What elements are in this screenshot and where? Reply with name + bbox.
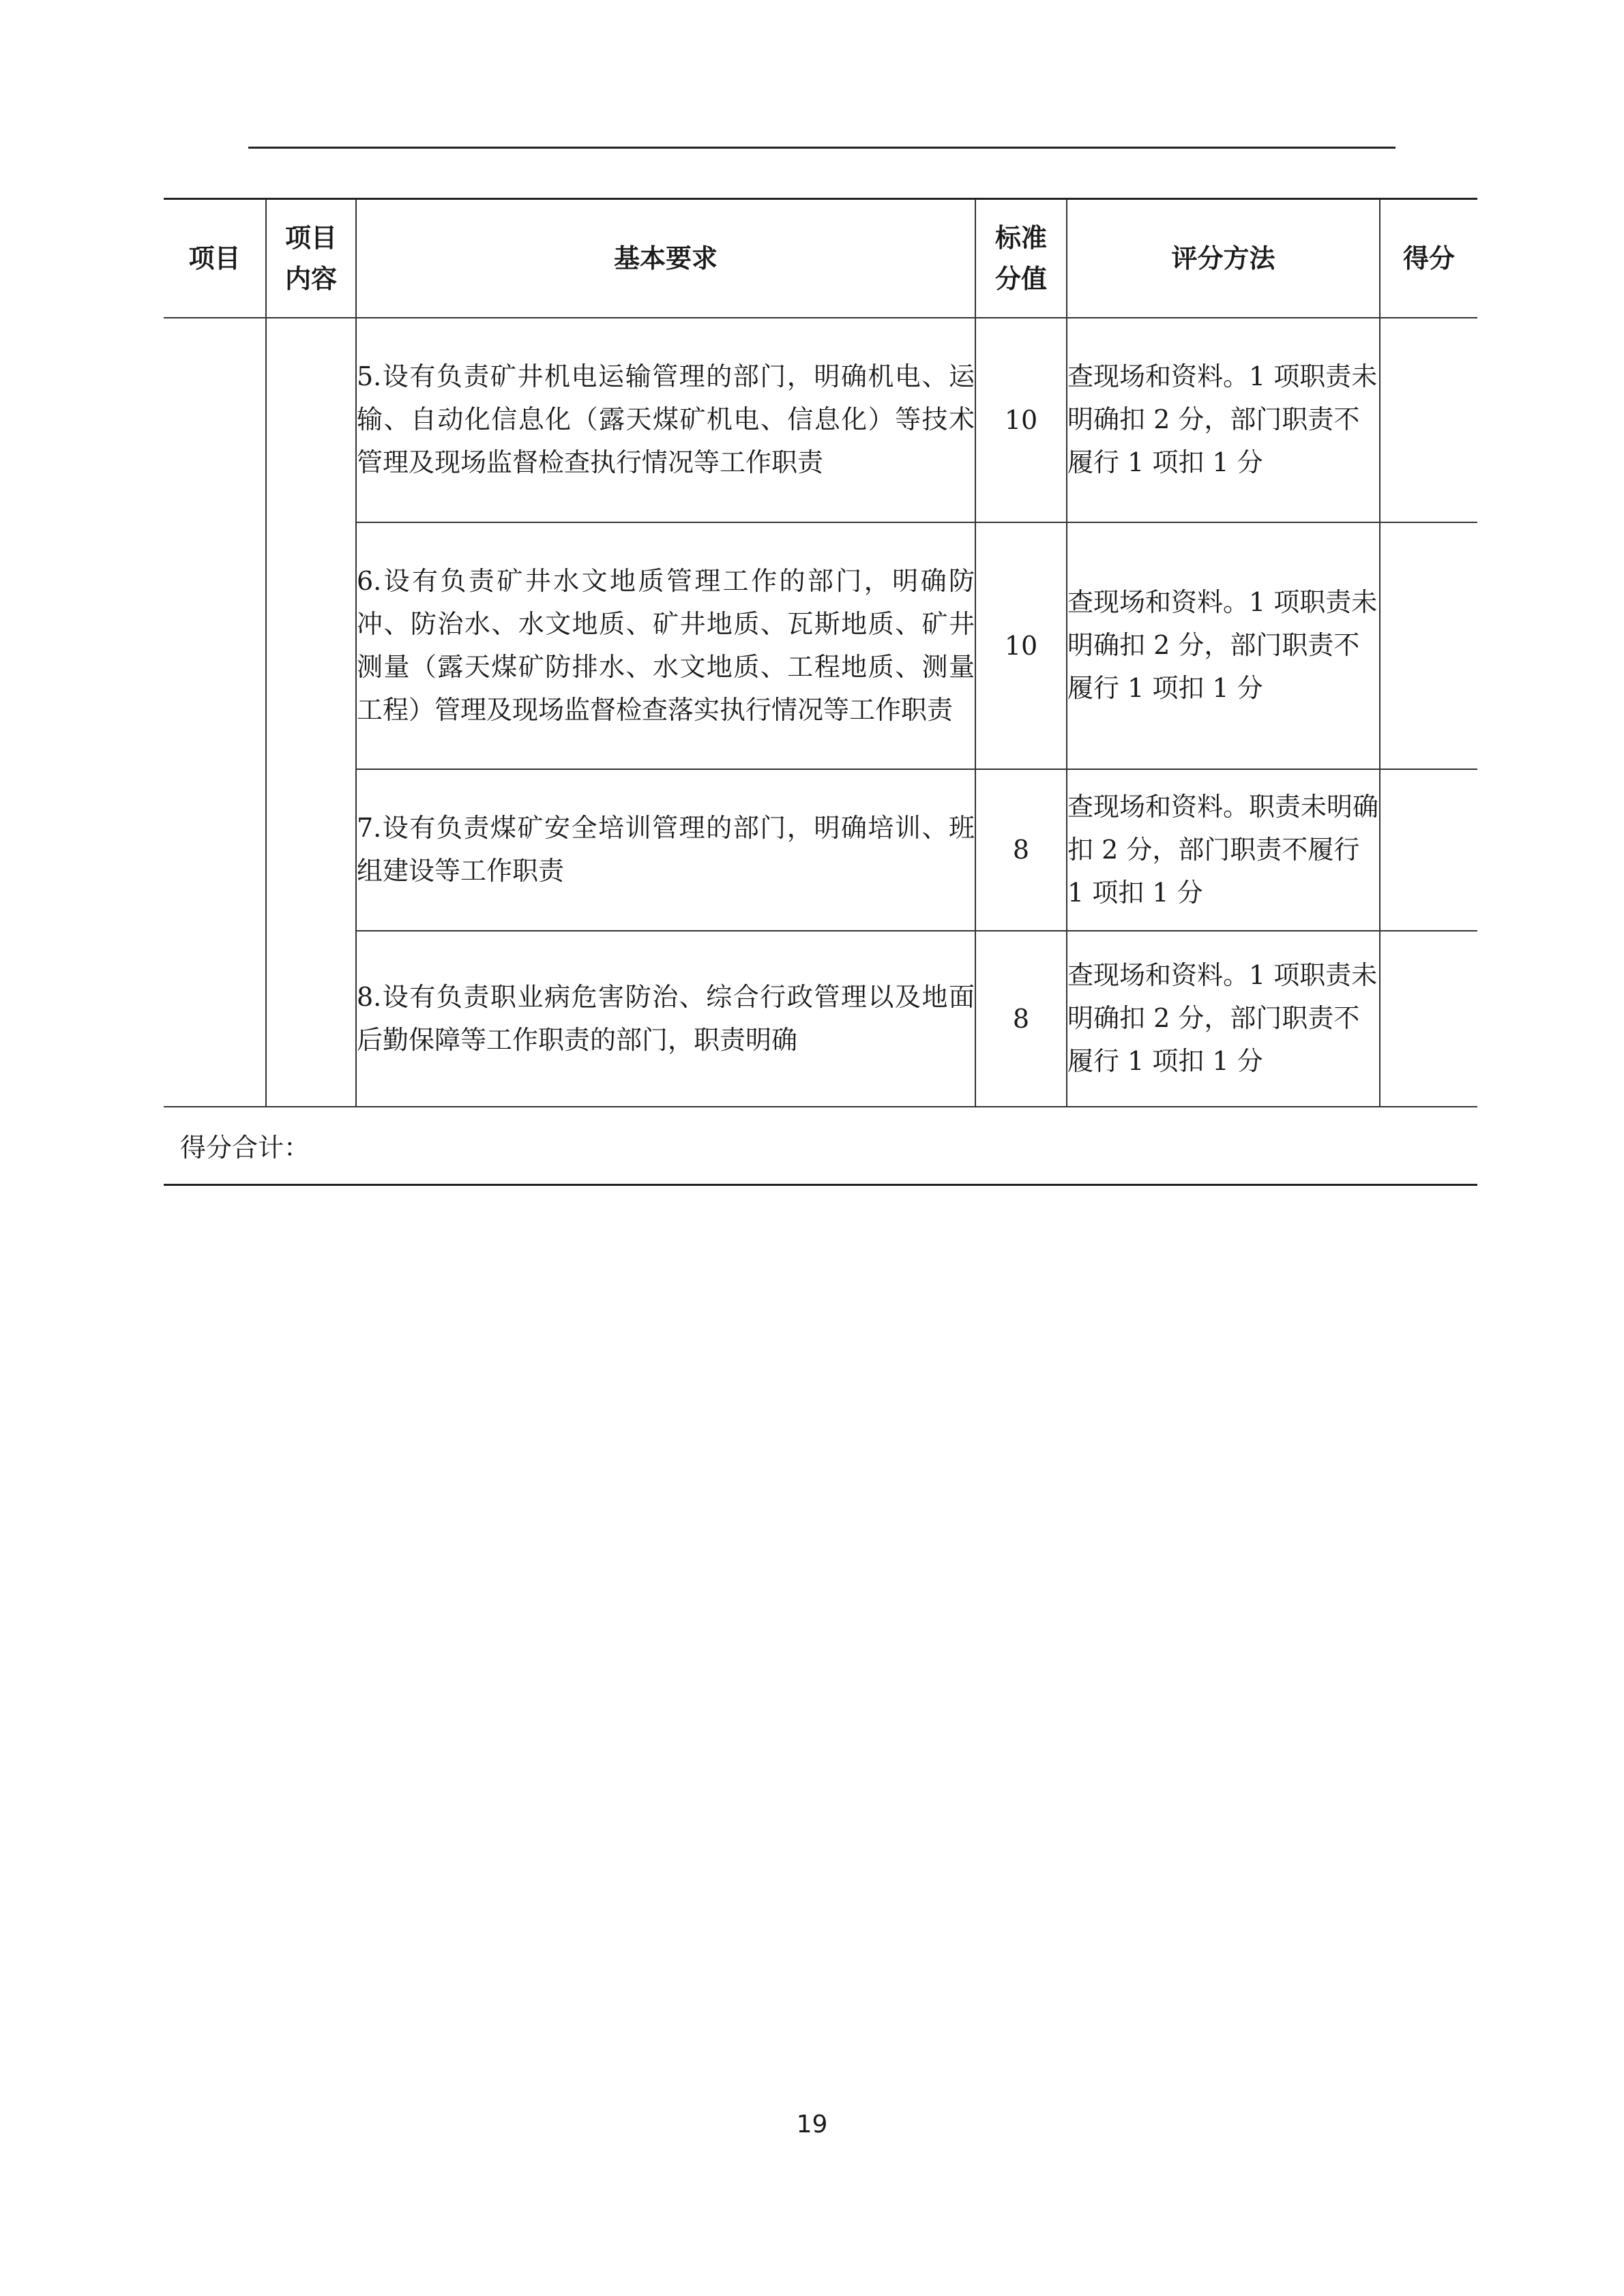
table-header-row	[164, 199, 1477, 318]
requirement-cell: 5.设有负责矿井机电运输管理的部门，明确机电、运输、自动化信息化（露天煤矿机电、信息化）等技术管理及现场监督检查执行情况等工作职责	[356, 318, 975, 522]
table-row	[164, 522, 1477, 769]
standard-score-cell: 8	[975, 769, 1067, 931]
table-row	[164, 318, 1477, 522]
header-standard	[975, 199, 1067, 318]
scoring-method-cell: 查现场和资料。1 项职责未明确扣 2 分，部门职责不履行 1 项扣 1 分	[1067, 522, 1380, 769]
total-row	[164, 1107, 1477, 1185]
scoring-method-cell: 查现场和资料。1 项职责未明确扣 2 分，部门职责不履行 1 项扣 1 分	[1067, 931, 1380, 1107]
total-score-label: 得分合计：	[164, 1107, 1477, 1185]
page-number: 19	[796, 2111, 828, 2138]
standard-score-cell: 10	[975, 522, 1067, 769]
project-cell	[164, 318, 266, 1107]
standard-score-cell: 8	[975, 931, 1067, 1107]
scoring-table	[164, 198, 1477, 1186]
header-method: 评分方法	[1067, 199, 1380, 318]
score-cell	[1380, 931, 1477, 1107]
header-rule	[248, 147, 1396, 149]
standard-score-cell: 10	[975, 318, 1067, 522]
header-standard-line2: 分值	[994, 263, 1047, 294]
requirement-cell: 8.设有负责职业病危害防治、综合行政管理以及地面后勤保障等工作职责的部门，职责明确	[356, 931, 975, 1107]
requirement-cell: 7.设有负责煤矿安全培训管理的部门，明确培训、班组建设等工作职责	[356, 769, 975, 931]
requirement-cell: 6.设有负责矿井水文地质管理工作的部门，明确防冲、防治水、水文地质、矿井地质、瓦斯地质、矿井测量（露天煤矿防排水、水文地质、工程地质、测量工程）管理及现场监督检查落实执行情况等工作职责	[356, 522, 975, 769]
header-score: 得分	[1380, 199, 1477, 318]
header-requirement: 基本要求	[356, 199, 975, 318]
header-standard-line1: 标准	[994, 222, 1047, 253]
score-cell	[1380, 769, 1477, 931]
header-content-line2: 内容	[284, 263, 337, 294]
header-project: 项目	[164, 199, 266, 318]
scoring-method-cell: 查现场和资料。职责未明确扣 2 分，部门职责不履行 1 项扣 1 分	[1067, 769, 1380, 931]
table-row	[164, 931, 1477, 1107]
table-row	[164, 769, 1477, 931]
header-content-line1: 项目	[284, 222, 337, 253]
score-cell	[1380, 318, 1477, 522]
header-content	[266, 199, 356, 318]
content-cell	[266, 318, 356, 1107]
scoring-method-cell: 查现场和资料。1 项职责未明确扣 2 分，部门职责不履行 1 项扣 1 分	[1067, 318, 1380, 522]
score-cell	[1380, 522, 1477, 769]
